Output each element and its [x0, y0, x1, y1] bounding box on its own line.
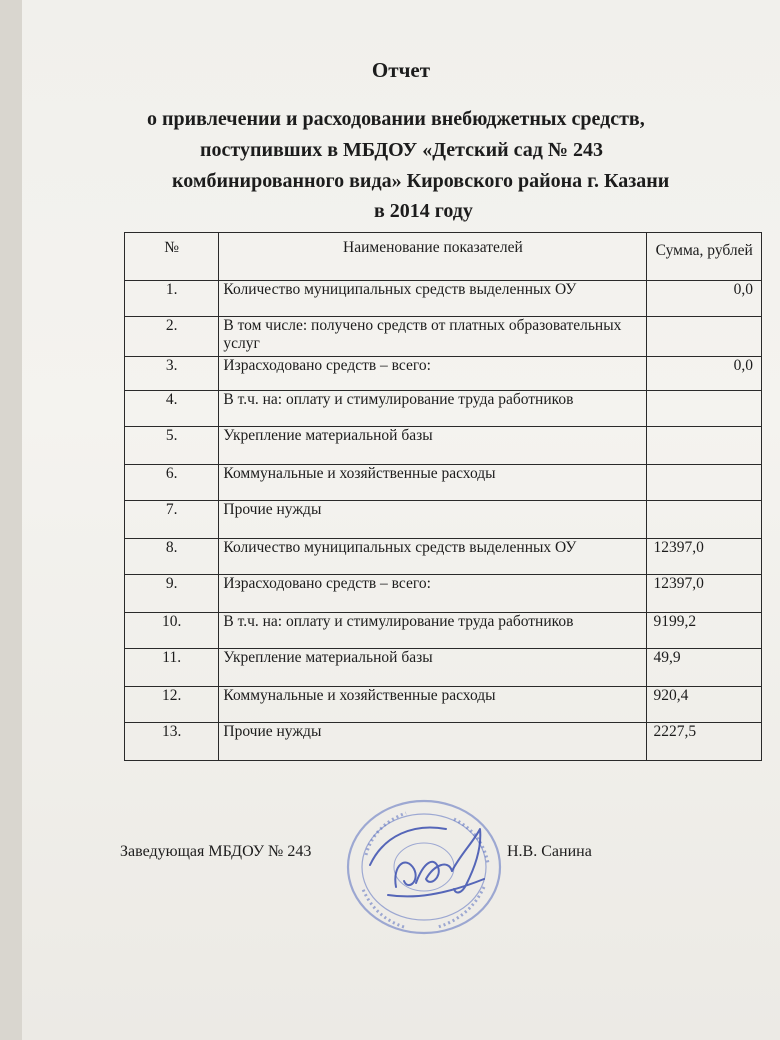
row-sum: 0,0: [647, 357, 762, 391]
row-sum: [647, 465, 762, 501]
table-row: [125, 687, 762, 723]
row-sum: 0,0: [647, 281, 762, 317]
table-row: [125, 575, 762, 613]
row-sum: 2227,5: [647, 723, 762, 761]
row-number: 1.: [125, 281, 219, 317]
subtitle-line-4: в 2014 году: [374, 200, 473, 222]
table-row: [125, 427, 762, 465]
row-indicator-name: Укрепление материальной базы: [219, 427, 647, 465]
row-sum: [647, 501, 762, 539]
row-indicator-name: Количество муниципальных средств выделенных ОУ: [219, 539, 647, 575]
row-indicator-name: Коммунальные и хозяйственные расходы: [219, 465, 647, 501]
header-name: Наименование показателей: [219, 233, 647, 281]
table-row: [125, 281, 762, 317]
seal-stamp: [334, 795, 504, 937]
row-sum: [647, 427, 762, 465]
table-row: [125, 317, 762, 357]
row-indicator-name: В т.ч. на: оплату и стимулирование труда работников: [219, 613, 647, 649]
table-body: [125, 281, 762, 761]
row-number: 3.: [125, 357, 219, 391]
row-sum: 49,9: [647, 649, 762, 687]
table-row: [125, 649, 762, 687]
report-table: [124, 232, 762, 761]
row-indicator-name: Прочие нужды: [219, 501, 647, 539]
table-row: [125, 539, 762, 575]
table-row: [125, 465, 762, 501]
row-number: 13.: [125, 723, 219, 761]
table-row: [125, 501, 762, 539]
row-sum: 9199,2: [647, 613, 762, 649]
table-header-row: [125, 233, 762, 281]
row-sum: [647, 317, 762, 357]
row-number: 12.: [125, 687, 219, 723]
row-number: 8.: [125, 539, 219, 575]
row-number: 5.: [125, 427, 219, 465]
signature-name: Н.В. Санина: [507, 843, 592, 860]
document-page: [22, 0, 780, 1040]
row-number: 2.: [125, 317, 219, 357]
header-sum: Сумма, рублей: [647, 233, 762, 281]
row-indicator-name: В т.ч. на: оплату и стимулирование труда работников: [219, 391, 647, 427]
row-sum: 12397,0: [647, 539, 762, 575]
row-indicator-name: Количество муниципальных средств выделенных ОУ: [219, 281, 647, 317]
subtitle-line-2: поступивших в МБДОУ «Детский сад № 243: [200, 139, 603, 161]
document-title: Отчет: [371, 58, 431, 82]
table-row: [125, 391, 762, 427]
row-indicator-name: Израсходовано средств – всего:: [219, 357, 647, 391]
subtitle-line-1: о привлечении и расходовании внебюджетных средств,: [147, 108, 645, 130]
table-row: [125, 723, 762, 761]
row-number: 10.: [125, 613, 219, 649]
row-number: 7.: [125, 501, 219, 539]
row-indicator-name: Коммунальные и хозяйственные расходы: [219, 687, 647, 723]
row-number: 4.: [125, 391, 219, 427]
row-number: 11.: [125, 649, 219, 687]
table-row: [125, 357, 762, 391]
subtitle-line-3: комбинированного вида» Кировского района г. Казани: [172, 170, 670, 192]
header-number: №: [125, 233, 219, 281]
row-indicator-name: Укрепление материальной базы: [219, 649, 647, 687]
row-number: 9.: [125, 575, 219, 613]
row-sum: 920,4: [647, 687, 762, 723]
row-indicator-name: В том числе: получено средств от платных образовательных услуг: [219, 317, 647, 357]
row-number: 6.: [125, 465, 219, 501]
row-sum: [647, 391, 762, 427]
row-indicator-name: Израсходовано средств – всего:: [219, 575, 647, 613]
row-indicator-name: Прочие нужды: [219, 723, 647, 761]
row-sum: 12397,0: [647, 575, 762, 613]
signature-position: Заведующая МБДОУ № 243: [120, 843, 312, 860]
table-row: [125, 613, 762, 649]
